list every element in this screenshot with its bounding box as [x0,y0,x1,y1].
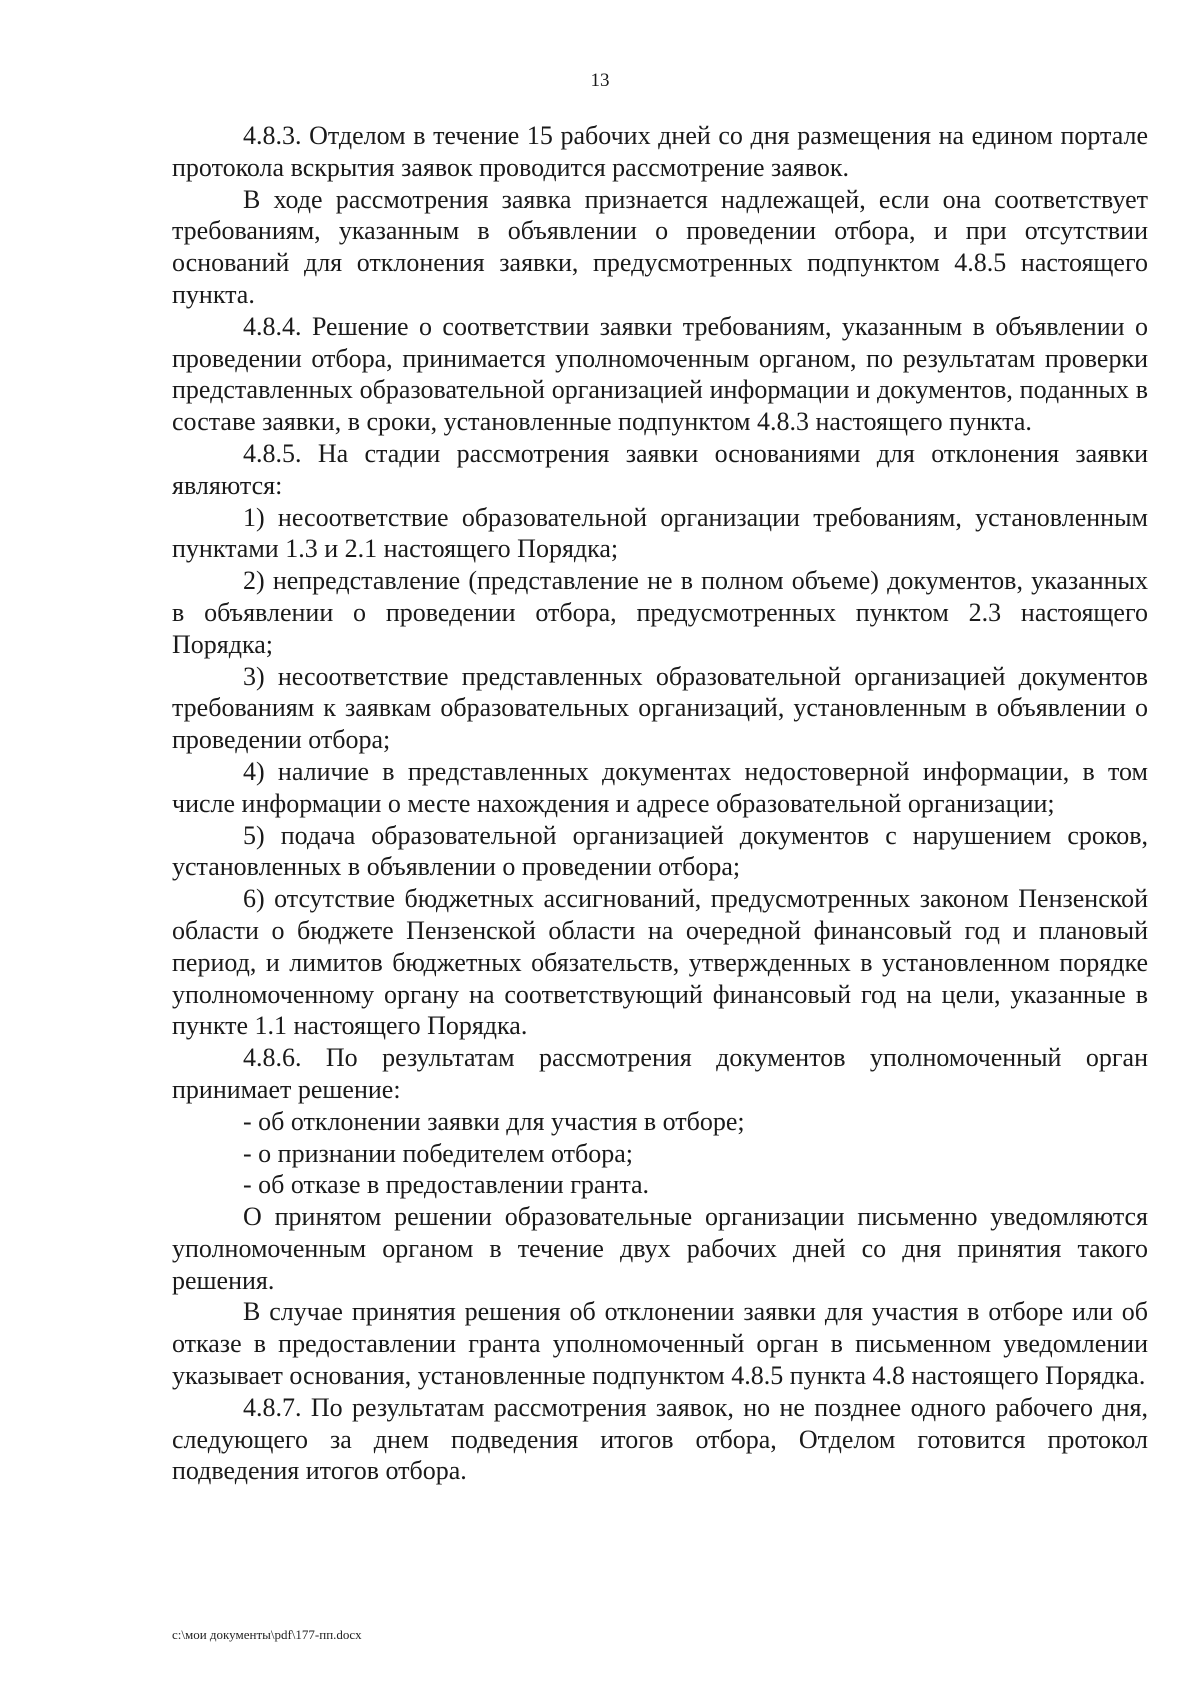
paragraph-review-criteria: В ходе рассмотрения заявка признается надлежащей, если она соответствует требованиям, указанным в объявлении о проведении отбора, и при отсутствии оснований для отклонения заявки, предусмотренных подпунктом 4.8.5 настоящего пункта. [172,184,1148,309]
decision-option-reject: - об отклонении заявки для участия в отборе; [243,1106,745,1136]
rejection-reason-4: 4) наличие в представленных документах недостоверной информации, в том числе информации о месте нахождения и адресе образовательной организации; [172,756,1148,818]
paragraph-4-8-4: 4.8.4. Решение о соответствии заявки требованиям, указанным в объявлении о проведении отбора, принимается уполномоченным органом, по результатам проверки представленных образовательной организацией информации и документов, поданных в составе заявки, в сроки, установленные подпунктом 4.8.3 настоящего пункта. [172,311,1148,437]
decision-option-winner: - о признании победителем отбора; [243,1138,633,1168]
paragraph-rejection-grounds: В случае принятия решения об отклонении заявки для участия в отборе или об отказе в предоставлении гранта уполномоченный орган в письменном уведомлении указывает основания, установленные подпунктом 4.8.5 пункта 4.8 настоящего Порядка. [172,1297,1148,1391]
footer-file-path: c:\мои документы\pdf\177-пп.docx [172,1627,362,1642]
paragraph-4-8-5: 4.8.5. На стадии рассмотрения заявки основаниями для отклонения заявки являются: [172,438,1148,500]
decision-option-refuse-grant: - об отказе в предоставлении гранта. [243,1170,650,1200]
paragraph-4-8-3: 4.8.3. Отделом в течение 15 рабочих дней со дня размещения на едином портале протокола вскрытия заявок проводится рассмотрение заявок. [172,121,1148,182]
page-number: 13 [590,70,610,91]
rejection-reason-3: 3) несоответствие представленных образовательной организацией документов требованиям к заявкам образовательных организаций, установленным в объявлении о проведении отбора; [172,661,1148,755]
paragraph-4-8-7: 4.8.7. По результатам рассмотрения заявок, но не позднее одного рабочего дня, следующего за днем подведения итогов отбора, Отделом готовится протокол подведения итогов отбора. [172,1392,1148,1486]
paragraph-notification: О принятом решении образовательные организации письменно уведомляются уполномоченным органом в течение двух рабочих дней со дня принятия такого решения. [172,1202,1148,1295]
rejection-reason-6: 6) отсутствие бюджетных ассигнований, предусмотренных законом Пензенской области о бюджете Пензенской области на очередной финансовый год и плановый период, и лимитов бюджетных обязательств, утвержденных в установленном порядке уполномоченному органу на соответствующий финансовый год на цели, указанные в пункте 1.1 настоящего Порядка. [172,884,1148,1041]
document-body [172,120,1148,1487]
rejection-reason-5: 5) подача образовательной организацией документов с нарушением сроков, установленных в объявлении о проведении отбора; [172,820,1148,882]
paragraph-4-8-6: 4.8.6. По результатам рассмотрения документов уполномоченный орган принимает решение: [172,1043,1148,1104]
rejection-reason-1: 1) несоответствие образовательной организации требованиям, установленным пунктами 1.3 и 2.1 настоящего Порядка; [172,502,1148,564]
rejection-reason-2: 2) непредставление (представление не в полном объеме) документов, указанных в объявлении о проведении отбора, предусмотренных пунктом 2.3 настоящего Порядка; [172,566,1148,659]
